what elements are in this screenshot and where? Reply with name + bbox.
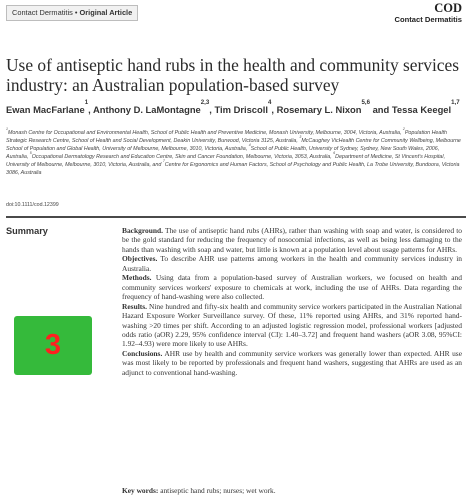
author-separator: , xyxy=(209,104,215,115)
author-name: Tim Driscoll xyxy=(214,104,268,115)
affiliation-number: 1 xyxy=(6,127,8,131)
section-divider xyxy=(6,216,466,218)
author-affiliation-marker: 1 xyxy=(84,99,89,106)
abstract-section-text: AHR use by health and community service workers was generally lower than expected. AHR use was most likely to be reported by professionals and frequent hand washers, suggesting that AHRs are used as an adjunct to conventional hand-washing. xyxy=(122,348,462,377)
abstract-section-text: To describe AHR use patterns among workers in the health and community services industry in Australia. xyxy=(122,254,462,273)
author-list xyxy=(6,99,461,116)
author-affiliation-marker: 2,3 xyxy=(200,99,210,106)
abstract-section-text: Nine hundred and fifty-six health and community service workers participated in the Australian National Hazard Exposure Worker Surveillance survey. Of these, 11% reported using AHRs, and 31% reported hand-washing >20 times per shift. According to an adjusted logistic regression model, professional workers [adjusted odds ratio (aOR) 2.29, 95% confidence interval (CI): 1.40–3.72] and frequent hand washers (aOR 3.08, 95%CI: 1.92–4.93) were more likely to use AHRs. xyxy=(122,301,462,349)
affiliation-text: McCaughey VicHealth Centre for Community Wellbeing, Melbourne School of Population and Global Health, University of Melbourne, Melbourne, 3010, Victoria, Australia, xyxy=(6,138,461,153)
abstract-section-label: Objectives. xyxy=(122,254,158,264)
article-title: Use of antiseptic hand rubs in the health and community services industry: an Australian population-based survey xyxy=(6,55,460,95)
affiliation-number: 7 xyxy=(162,159,165,164)
abstract-section-label: Methods. xyxy=(122,273,152,283)
affiliation-text: Centre for Ergonomics and Human Factors, School of Psychology and Public Health, La Trobe University, Bundoora, Victoria 3086, Australia xyxy=(6,162,460,177)
affiliation-text: Monash Centre for Occupational and Environmental Health, School of Public Health and Preventive Medicine, Monash University, Melbourne, 3004, Victoria, Australia, xyxy=(7,130,403,136)
affiliations xyxy=(6,129,461,178)
journal-logo xyxy=(394,2,462,25)
abstract-section xyxy=(122,254,462,273)
affiliation-number: 6 xyxy=(333,151,336,156)
abstract-body xyxy=(122,226,462,377)
abstract-section xyxy=(122,302,462,349)
abstract-section-label: Background. xyxy=(122,226,163,235)
summary-heading: Summary xyxy=(6,226,48,236)
author-separator: , xyxy=(271,104,277,115)
doi[interactable]: doi:10.1111/cod.12399 xyxy=(6,202,59,208)
abstract-section-text: The use of antiseptic hand rubs (AHRs), rather than washing with soap and water, is considered to be the gold standard for reducing the frequency of nosocomial infections, as well as being less damaging to the hands than washing with soap and water, but little is known at a population level about usage patterns for AHRs. xyxy=(122,226,462,254)
badge-number: 3 xyxy=(44,329,62,361)
section-type: Original Article xyxy=(79,8,133,17)
number-badge xyxy=(14,316,92,375)
author-affiliation-marker: 5,6 xyxy=(361,99,370,106)
affiliation-number: 5 xyxy=(29,151,32,156)
author-separator: , xyxy=(88,104,93,115)
affiliation-text: Department of Medicine, St Vincent's Hospital, University of Melbourne, Melbourne, 3010, Victoria, Australia, and xyxy=(6,154,446,169)
abstract-section-label: Conclusions. xyxy=(122,348,163,358)
author-name: Ewan MacFarlane xyxy=(6,104,85,115)
author-name: Tessa Keegel xyxy=(391,104,452,115)
affiliation-number: 2 xyxy=(402,127,405,131)
author-name: Rosemary L. Nixon xyxy=(276,104,362,115)
abstract-section-label: Results. xyxy=(122,301,147,311)
keywords xyxy=(122,486,462,495)
keywords-label: Key words: xyxy=(122,486,159,495)
abstract-section xyxy=(122,226,462,254)
abstract-section xyxy=(122,349,462,377)
abstract-section xyxy=(122,273,462,301)
affiliation-number: 3 xyxy=(299,135,302,140)
affiliation-text: School of Public Health, University of Sydney, Sydney, New South Wales, 2006, Australia, xyxy=(6,146,440,161)
journal-logo-name: Contact Dermatitis xyxy=(394,15,462,24)
journal-name: Contact Dermatitis xyxy=(12,8,73,17)
affiliation-number: 4 xyxy=(248,143,251,148)
author-affiliation-marker: 4 xyxy=(267,99,272,106)
journal-section-tag xyxy=(6,5,138,21)
author-affiliation-marker: 1,7 xyxy=(451,99,460,106)
keywords-text: antiseptic hand rubs; nurses; wet work. xyxy=(158,486,276,495)
author-separator: and xyxy=(369,104,392,115)
bullet-separator: • xyxy=(74,8,78,17)
affiliation-text: Population Health Strategic Research Centre, School of Health and Social Development, Deakin University, Burwood, Victoria 3125, Australia, xyxy=(6,130,448,145)
abstract-section-text: Using data from a population-based survey of Australian workers, we focused on health and community services workers' exposure to chemicals at work, including the use of AHRs. Data regarding the frequency of hand-washing were also collected. xyxy=(122,273,462,302)
author-name: Anthony D. LaMontagne xyxy=(92,104,201,115)
journal-logo-abbrev: COD xyxy=(434,1,462,15)
affiliation-text: Occupational Dermatology Research and Education Centre, Skin and Cancer Foundation, Melbourne, Victoria, 3053, Australia, xyxy=(31,154,334,161)
